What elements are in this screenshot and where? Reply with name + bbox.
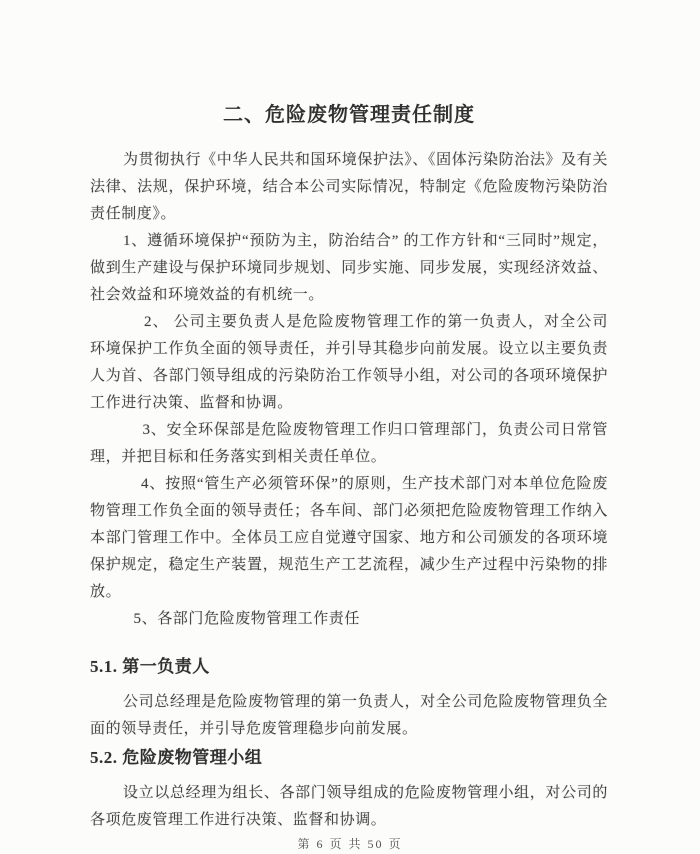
paragraph-item-5: 5、各部门危险废物管理工作责任 (133, 611, 361, 627)
paragraph-intro: 为贯彻执行《中华人民共和国环境保护法》、《固体污染防治法》及有关法律、法规，保护环境，结合本公司实际情况，特制定《危险废物污染防治责任制度》。 (90, 152, 608, 222)
section-heading-5-1: 5.1. 第一负责人 (90, 657, 210, 676)
document-content (90, 98, 608, 834)
section-heading-5-2: 5.2. 危险废物管理小组 (90, 748, 263, 767)
paragraph-item-4: 4、按照“管生产必须管环保”的原则，生产技术部门对本单位危险废物管理工作负全面的领导责任；各车间、部门必须把危险废物管理工作纳入本部门管理工作中。全体员工应自觉遵守国家、地方和公司颁发的各项环境保护规定，稳定生产装置，规范生产工艺流程，减少生产过程中污染物的排放。 (90, 476, 608, 600)
page-number-footer: 第 6 页 共 50 页 (297, 837, 403, 851)
paragraph-section-5-1: 公司总经理是危险废物管理的第一负责人，对全公司危险废物管理负全面的领导责任，并引导危废管理稳步向前发展。 (90, 694, 608, 737)
paragraph-item-2: 2、 公司主要负责人是危险废物管理工作的第一负责人，对全公司环境保护工作负全面的领导责任，并引导其稳步向前发展。设立以主要负责人为首、各部门领导组成的污染防治工作领导小组，对公司的各项环境保护工作进行决策、监督和协调。 (90, 314, 608, 411)
paragraph-section-5-2: 设立以总经理为组长、各部门领导组成的危险废物管理小组，对公司的各项危废管理工作进行决策、监督和协调。 (90, 785, 608, 828)
paragraph-item-1: 1、遵循环境保护“预防为主，防治结合” 的工作方针和“三同时”规定，做到生产建设与保护环境同步规划、同步实施、同步发展，实现经济效益、社会效益和环境效益的有机统一。 (90, 233, 608, 303)
document-title: 二、危险废物管理责任制度 (223, 104, 475, 126)
paragraph-item-3: 3、安全环保部是危险废物管理工作归口管理部门，负责公司日常管理，并把目标和任务落实到相关责任单位。 (90, 422, 608, 465)
